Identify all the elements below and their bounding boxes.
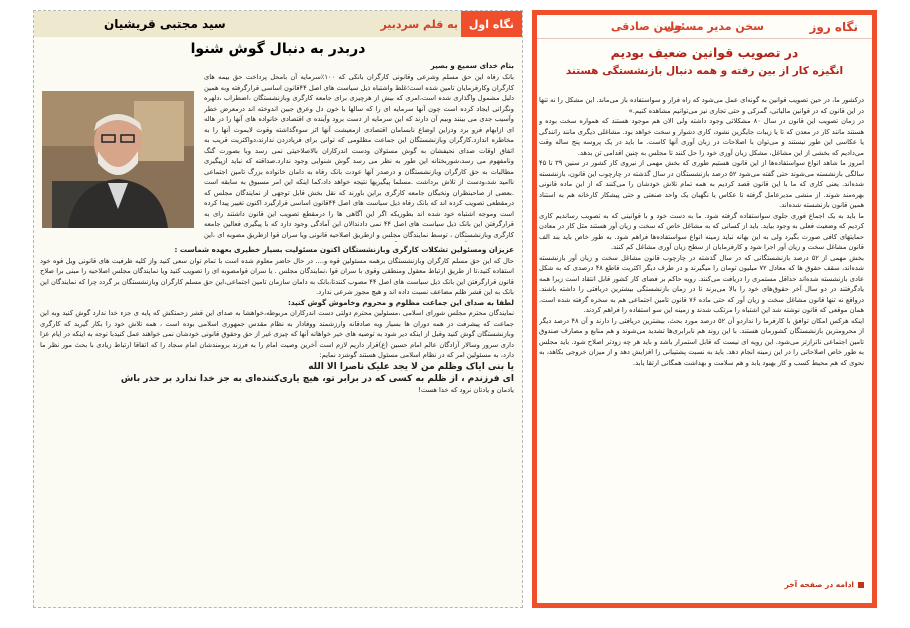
paragraph: بخش مهمی از ۵۲ درصد بازنشستگانی که در سال گذشته در چارچوب قانون مشاغل سخت و زیان آور بازنشسته شده‌اند، سقف حقوق ها که معادل ۷۲ میلیون تومان را میگیرند و در طرف دیگر اکثریت قاطع ۴۸ درصدی که به شکل عادی بازنشسته شده‌اند حداقل مستمری را دریافت می‌کنند. رویه حاکم بر فضای کار کشور قابل انتقاد است زیرا همه یادگرفتند در دو سال آخر حقوق‌های خود را بالا می‌برند تا در زمان بازنشستگی بیشترین دریافتی را داشته باشند. درواقع نه تنها قانون مشاغل سخت و زیان آور که حتی ماده ۷۶ قانون تامین اجتماعی هم به سخره گرفته شده است. همان موقعی که قانون نوشته شد این اشتباه را مرتکب شدند و زمینه این سو استفاده را فراهم کردند. bbox=[539, 253, 864, 314]
square-bullet-icon bbox=[858, 582, 864, 588]
quote-arabic: یا بنی ایاک وظلم من لا یجد علیک ناصرا الا الله bbox=[308, 361, 514, 372]
author-name: حسن صادقی bbox=[611, 20, 683, 33]
quote-persian: ای فرزندم ، از ظلم به کسی که در برابر تو، هیچ یاری‌کننده‌ای به جز خدا ندارد بر حذر باش bbox=[120, 373, 514, 384]
continue-note bbox=[785, 580, 864, 589]
pen-label: به قلم سردبیر bbox=[380, 17, 458, 31]
editorial-header bbox=[34, 11, 522, 37]
invocation-text: بنام خدای سمیع و بصیر bbox=[430, 61, 514, 70]
author-name: سید مجتبی قریشیان bbox=[104, 17, 226, 31]
manager-header bbox=[537, 15, 872, 39]
headline-primary: در تصویب قوانین ضعیف بودیم bbox=[610, 45, 799, 60]
role-label: سخن مدیر مسئول bbox=[664, 20, 764, 33]
paragraph: درکشور ما، در حین تصویب قوانین به گونه‌ای عمل می‌شود که راه فرار و سواستفاده باز می‌ماند. این مشکل را نه تنها در این قانون که در قوانین مالیاتی، گمرکی و حتی تجاری نیز می‌توانیم مشاهده کنیم.» bbox=[539, 96, 864, 115]
article-title: دربدر به دنبال گوش شنوا bbox=[190, 41, 366, 57]
paragraph: ما باید به یک اجماع فوری جلوی سواستفاده گرفته شود. ما به دست خود و با قوانینی که به تصویب رساندیم کاری کردیم که وضعیت فعلی به وجود بیاید. باید از کسانی که به مشاغل خاص که سخت و زیان آور هستند مثل کار در معادن حمایتهای کافی صورت بگیرد ولی به این بهانه نباید زمینه انواع سواستفاده‌ها فراهم شود. به طور خاص باید بند الف قانون مشاغل سخت و زیان آور اجرا شود و کارفرمایان از سطح زیان آوری مشاغل کم کنند. bbox=[539, 211, 864, 251]
author-photo-image bbox=[42, 91, 194, 228]
paragraph: اینکه هرکس امکان توافق با کارفرما را نداردو آن ۵۲ درصد مورد بحث، بیشترین دریافتی را دارند و آن ۴۸ درصد دیگر از محرومترین بازنشستگان کشورمان هستند. با این روند هم نابرابری‌ها تشدید می‌شوند و هم منابع و مصارف صندوق تامین اجتماعی ناترازتر می‌شود. این رویه ای نیست که قابل استمرار باشد و باید هر چه زودتر اصلاح شود. باید مجلس به طور خاص اصلاحاتی را در این زمینه انجام دهد. باید به نسبت پشتیبانی را افزایش دهد و از میزان خروجی بکاهد، به نحوی که هم محیط کسب و کار بهبود یابد و هم سلامت و بهداشت همگانی ارتقا یابد. bbox=[539, 316, 864, 367]
manager-column bbox=[532, 10, 877, 608]
paragraph: امروز ما شاهد انواع سواستفاده‌ها از این قانون هستیم طوری که بخش مهمی از نیروی کار کشور در سنین ۳۹ تا ۴۵ سالگی بازنشسته می‌شوند حتی گفته می‌شود ۵۲ درصد بازنشستگان در سال گذشته در چارچوب این قانون، بازنشسته شده‌اند. یعنی کاری که ما با این قانون قصد کردیم به همه تمام تلاش خودشان را می‌کنند که از این ماده قانونی بهره‌مند شوند. از منشی مدیرعامل گرفته تا عکاس یا نگهبان یک واحد صنعتی و حتی پیشکار کارخانه هم به استناد همین قانون بازنشسته شده‌اند. bbox=[539, 159, 864, 209]
editorial-body bbox=[40, 245, 514, 605]
closing-line: یادمان و یادتان نرود که خدا هست! bbox=[418, 385, 514, 394]
editorial-body-top bbox=[204, 72, 514, 242]
paragraph: نمایندگان محترم مجلس شورای اسلامی ،مسئولین محترم دولتی دست اندرکاران مربوطه،خواهشا به صدای این قشر زحمتکش که پایه ی جزء خدا ندارد گوش کنید وبه این جماعت که پیشرفت در همه دوران ها بسیار وبه صادقانه وارزشمند ووفادار به نظام مقدس جمهوری اسلامی بوده است ، همه تلاش خود را بکار گیرید که کارگری وبازنشستگان گوش کنید وقبل از اینکه دیر شود به توصیه های خیر خواهانه آنها که چیزی غیر از حق وحقوق قانونی خودشان نمی خواهند عمل کنیدبا توجه به اینکه در ایام عزا داری سرور وسالار آزادگان عالم امام حسین (ع)قرار داریم لازم است آخرین وصیت امام را به فرزند برومندشان امام سجاد را که اتفاقا ارتباط زیادی با بحث مور نظر ما دارد، به مسئولین امر که در نظام اسلامی مسئول هستند گوشزد نمایم: bbox=[40, 309, 514, 359]
manager-body bbox=[539, 95, 864, 575]
subhead: عزیزان ومسئولین تشکلات کارگری وبازنشستگان اکنون مسئولیت بسیار خطیری بعهده شماست : bbox=[174, 245, 514, 254]
headline-secondary: انگیزه کار از بین رفته و همه دنبال بازنشستگی هستند bbox=[565, 65, 844, 77]
invocation-line bbox=[40, 61, 514, 71]
section-tag: نگاه روز bbox=[809, 19, 858, 34]
paragraph: حال که این حق مسلم کارگران وبازنشستگان برهمه مسئولین قوه و.... در حال حاضر معلوم شده است با تمام توان سعی کنید واز کلیه ظرفیت های قانونی ویل قوه خود استفاده کنید،تا از طریق ارتباط معقول ومنطقی وقوی با سران قوا ،نمایندگان مجلس . یا سران قوامصوبه ای را تصویب کنید ویا نمایندگان مجلس اصلاحیه را مبنی برا صلاح قانون قرارگرفتن این بانک ذیل سیاست های اصل ۴۴ مصوب کنندتا،بانک به دامان سازمان تامین اجتماعی،این حق مسلم کارگران وبازنشستگان بر گردد چرا که نمایندگان این بانک به این قشر ظلم مضاعف نسبت داده اند و هیچ مجوز شرعی ندارد. bbox=[40, 256, 514, 296]
author-photo bbox=[42, 91, 194, 228]
section-tag: نگاه اول bbox=[461, 11, 522, 37]
subhead: لطفا به صدای این جماعت مظلوم و محروم وخاموش گوش کنید: bbox=[287, 297, 514, 307]
paragraph: بانک رفاه این حق مسلم وشرعی وقانونی کارگران بانکی که ۱۰۰٪سرمایه آن بامحل پرداخت حق بیمه های کارگران وکارفرمایان تامین شده است؛غلط واشتباه ذیل سیاست های اصل ۴۴قانون اساسی قرارگرفته وبه همین دلیل مشمول واگذاری شده است،امری که بیش از هرچیزی برای جامعه کارگری وبازنشستگان ،اضطراب ،دلهره ونگرانی ایجاد کرده است چون آنها سرمایه ای را که سالها با خون دل وعرق جبین اندوخته اند درمعرض خطر وآسیب جدی می بینند وبیم آن دارند که این سرمایه از دست برود وآینده ی اقتصادی خانواده های آنها را در هاله ای ازابهام فرو برد ودراین اوضاع نابسامان اقتصادی ازمعیشت آنها اثر سوءگذاشته وقوت لایموت آنها را به مخاطره اندازد.کارگران وبازنشستگان این جماعت مظلومی که توانی برای فریادزدن ندارند،دواکثریت قریب به اتفاق اوقات صدای نحیفشان به گوش مسئولان ودست اندرکاران بالاصلاحیتی نمی رسد وبا بصورت گنگ ونامفهوم می رسد،شوربختانه این طور به نظر می رسد گوش شنوایی وجود ندارد.صداقته که نباید ازپیگیری مطالبات به حق کارگران وبازنشستگان و درصدر آنها عودت بانک رفاه به دامان خانواده بزرگ تامین اجتماعی ناامید شد،ودست از تلاش برداشت .مسلما پیگیریها نتیجه خواهد داد،کما اینکه این امر مسبوق به سابقه است .بعضی از صاحبنظران ونخبگان جامعه کارگری براین باورند که نقل بخش قابل توجهی از نمایندگان مجلس که درمقطعی تصویب کرده اند که بانک رفاه ذیل سیاست های اصل ۴۴قانون اساسی قرارگیرد اکنون تغییر پیدا کرده است وموجه اشتباه خود شده اند بطوریکه اگر این آگاهی ها را درمقطع تصویب این قانون داشتند رای به قرارگرفتن این بانک ذیل سیاست های اصل ۴۴ نمی دادندالان این آمادگی وجود دارد که با پیگیری فعالین جامعه کارگری وبازنشستگان ، توسط نمایندگان مجلس و ازطریق اصلاحیه قانونی ویا سران قوا ازطریق مصوبه ای ،این bbox=[204, 73, 514, 239]
paragraph: در زمان تصویب این قانون در سال ۸۰ مشکلاتی وجود داشته ولی الان هم موجود هستند که همواره سخت بوده و هستند مانند کار در معدن که تا یا زیبات جایگزین نشود، کاری دشوار و سخت خواهد بود. مشاغلی دیگری مانند رانندگی یا عکاسی این طور نیستند و می‌توان با اصلاحات در زبان آوری آنها کاست. ما باید در یک پروسه پنج ساله وقت می‌دادیم که بخشی از این مشاغل، مشکل زیان آوری خود را حل کنند تا مجلس به چنین اقدامی تن بدهد. bbox=[539, 117, 864, 157]
continue-text: ادامه در صفحه آخر bbox=[784, 580, 854, 589]
editorial-column bbox=[33, 10, 523, 608]
